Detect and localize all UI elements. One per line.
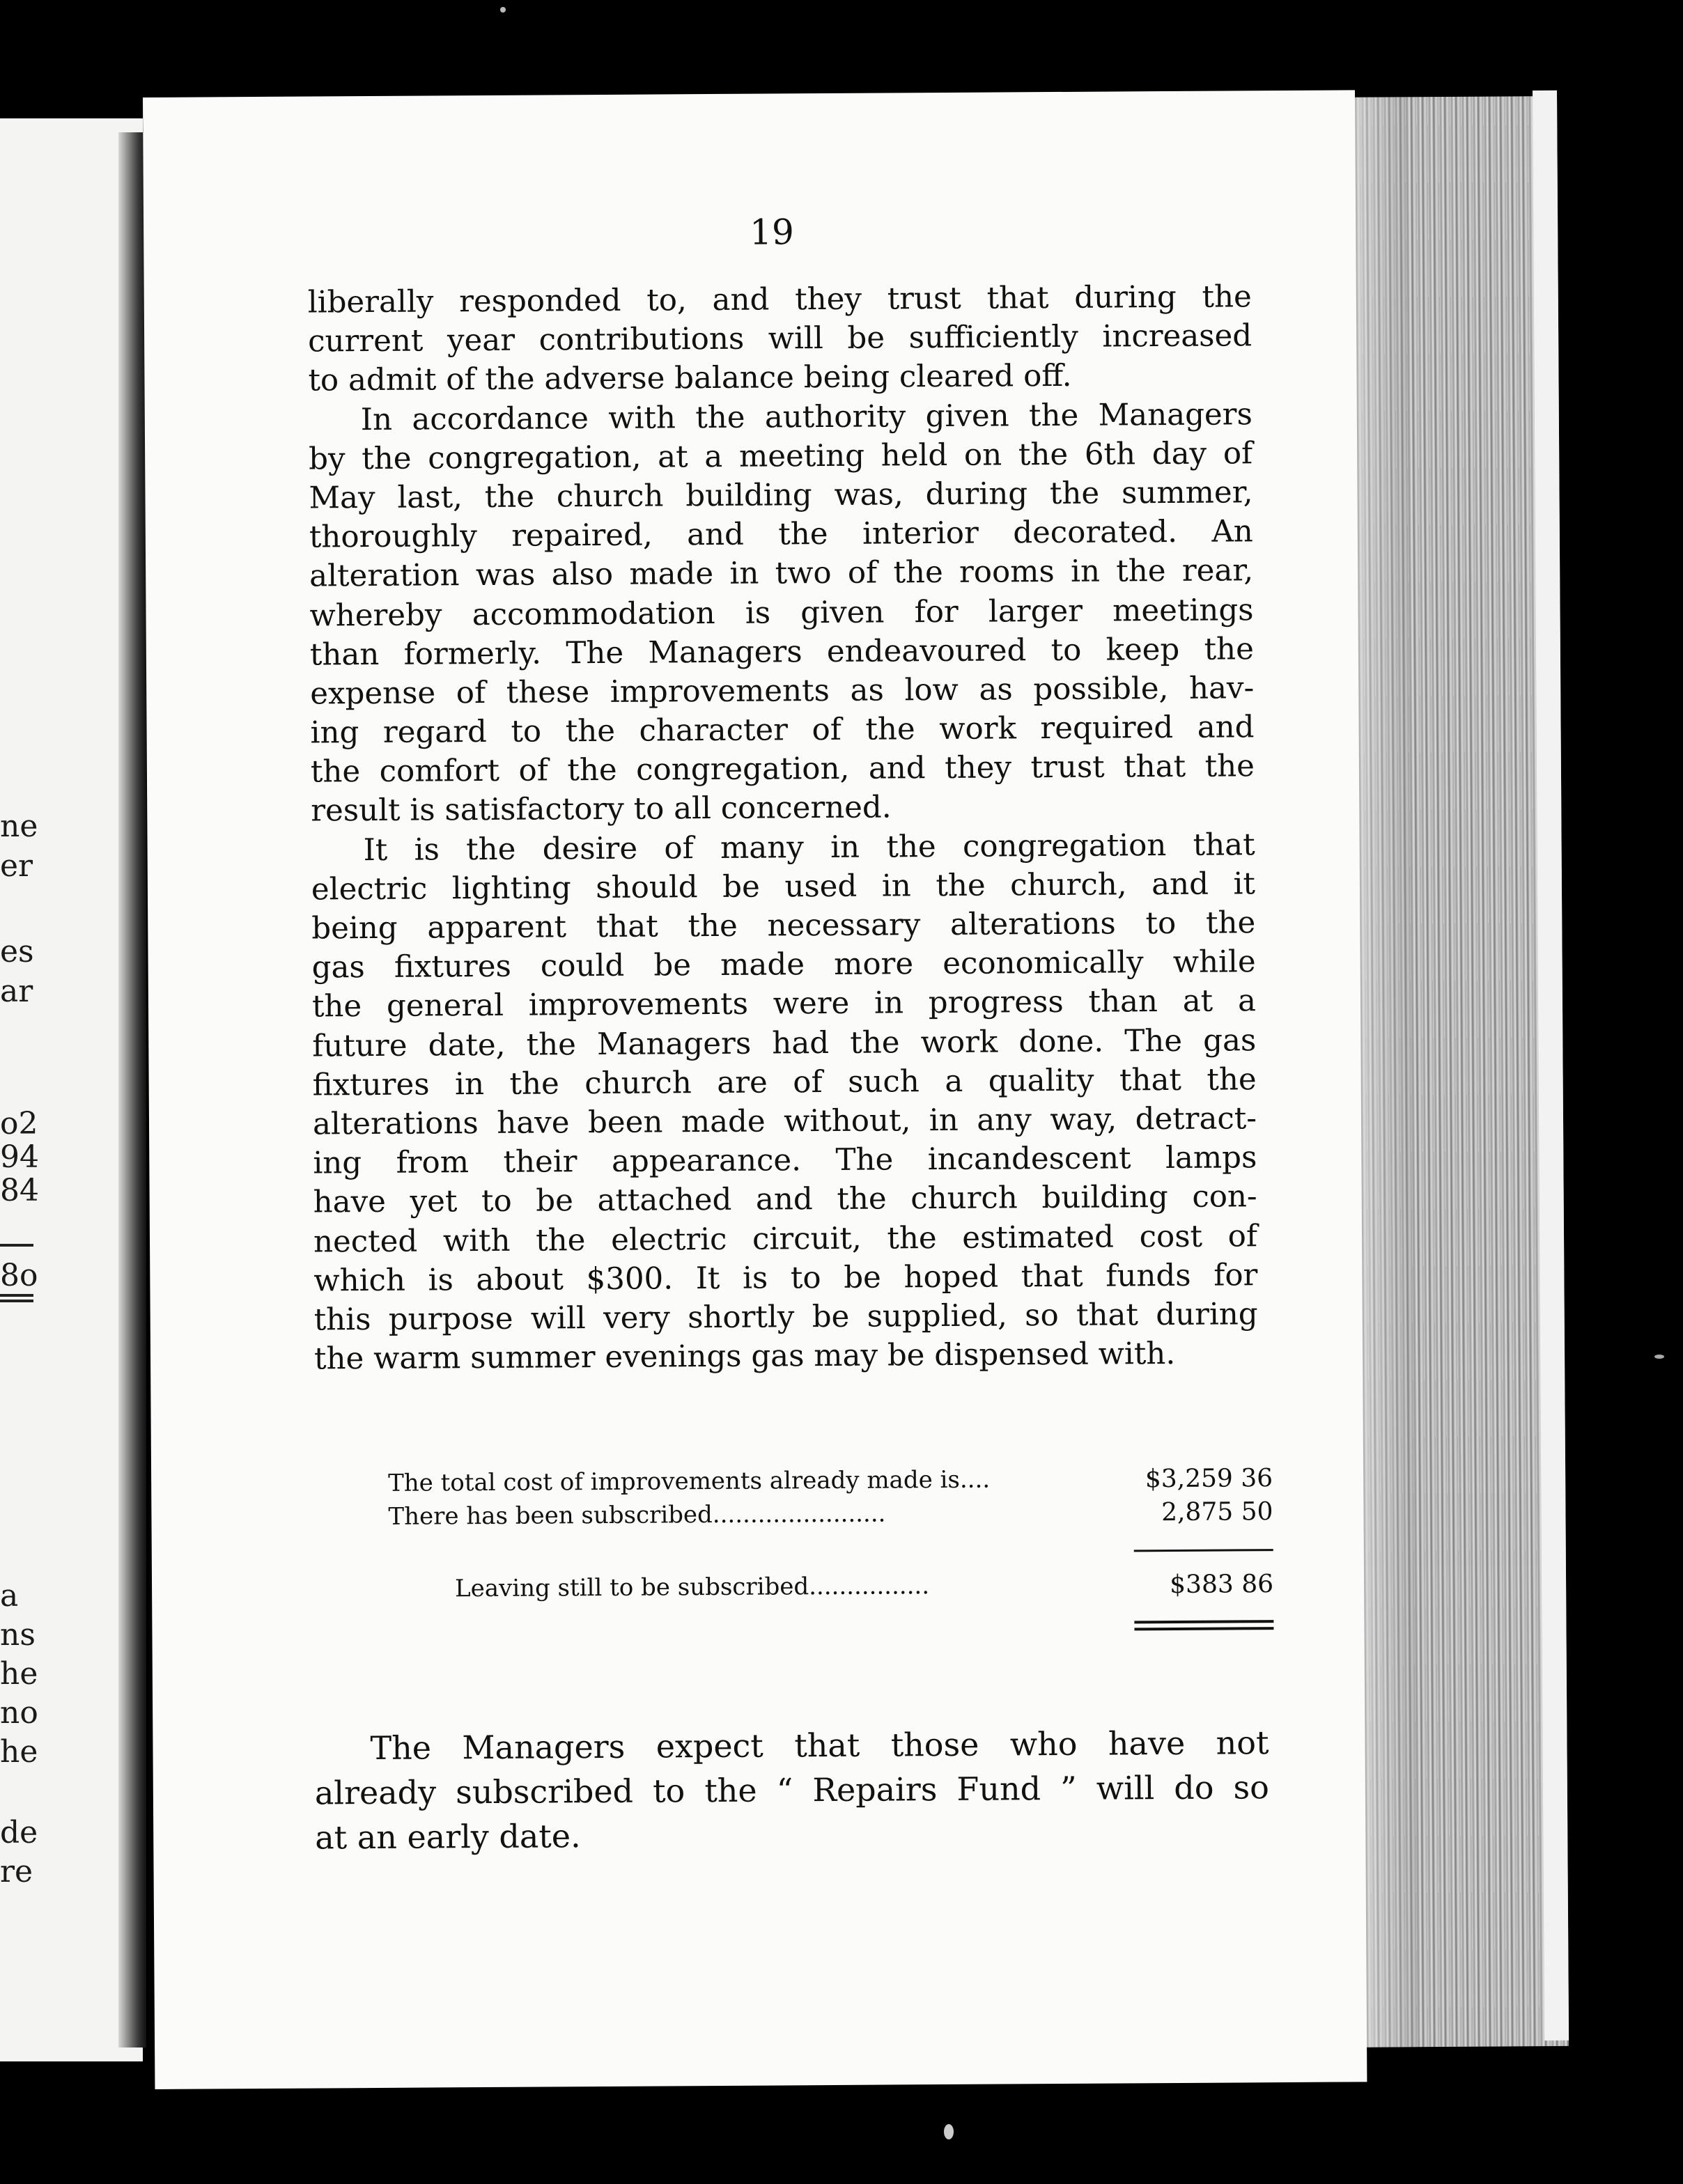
- left-page-fragment: de: [0, 1815, 38, 1850]
- book-gutter: [118, 132, 146, 2048]
- text-line: expense of these improvements as low as possible, hav-: [310, 671, 1255, 712]
- text-line: the warm summer evenings gas may be dispensed with.: [313, 1336, 1176, 1377]
- left-page-fragment: ne: [0, 809, 38, 844]
- text-line: current year contributions will be sufficiently increased: [307, 318, 1252, 359]
- text-line: whereby accommodation is given for larger meetings: [309, 592, 1254, 634]
- text-line: thoroughly repaired, and the interior decorated. An: [309, 514, 1253, 555]
- text-line: by the congregation, at a meeting held on the 6th day of: [309, 436, 1253, 477]
- text-line: result is satisfactory to all concerned.: [311, 790, 892, 829]
- body-text: [308, 277, 1259, 1378]
- account-label-balance: Leaving still to be subscribed................: [454, 1572, 930, 1603]
- text-line: nected with the electric circuit, the estimated cost of: [313, 1218, 1258, 1260]
- text-line: May last, the church building was, during the summer,: [309, 475, 1253, 516]
- account-row-balance: [389, 1570, 1273, 1614]
- page-number: 19: [750, 212, 795, 253]
- text-line: In accordance with the authority given the Managers: [360, 396, 1252, 437]
- text-line: future date, the Managers had the work done. The gas: [312, 1022, 1257, 1064]
- dust-speck: [944, 2124, 954, 2139]
- left-page-fragment: he: [0, 1734, 38, 1770]
- text-line: the comfort of the congregation, and they trust that the: [310, 749, 1255, 790]
- dust-speck: [500, 7, 506, 13]
- text-line: to admit of the adverse balance being cleared off.: [308, 359, 1072, 398]
- left-page-fragment: he: [0, 1656, 38, 1692]
- left-page-rule: [0, 1244, 33, 1247]
- book-page: [143, 90, 1367, 2089]
- text-line: gas fixtures could be made more economically while: [311, 944, 1256, 985]
- text-line: It is the desire of many in the congregation that: [363, 827, 1255, 868]
- text-line: liberally responded to, and they trust that during the: [307, 279, 1252, 320]
- paragraph: [311, 825, 1258, 1379]
- text-line: alterations have been made without, in any way, detract-: [312, 1101, 1257, 1142]
- left-page-fragment: es: [0, 934, 34, 969]
- left-page-fragment: o2: [0, 1106, 38, 1141]
- sum-rule: [1134, 1549, 1273, 1552]
- text-line: fixtures in the church are of such a quality that the: [312, 1062, 1257, 1103]
- left-page-double-rule: [0, 1294, 33, 1297]
- left-page-double-rule-2: [0, 1300, 33, 1302]
- account-label-subscribed: There has been subscribed.......................: [388, 1499, 886, 1531]
- text-line: have yet to be attached and the church building con-: [313, 1179, 1257, 1220]
- left-page-fragment: ar: [0, 974, 33, 1009]
- text-line: alteration was also made in two of the rooms in the rear,: [309, 553, 1254, 594]
- double-rule-top: [1134, 1620, 1273, 1623]
- account-label-total: The total cost of improvements already made is....: [388, 1465, 991, 1497]
- left-page-fragment: ns: [0, 1617, 36, 1653]
- text-line: than formerly. The Managers endeavoured to keep the: [309, 631, 1255, 673]
- text-line: already subscribed to the “ Repairs Fund ” will do so: [314, 1768, 1270, 1812]
- repairs-account: [388, 1464, 1274, 1603]
- text-line: being apparent that the necessary alterations to the: [311, 905, 1256, 946]
- dust-speck: [1654, 1355, 1664, 1359]
- paragraph: [309, 395, 1255, 831]
- text-line: electric lighting should be used in the church, and it: [311, 866, 1256, 907]
- left-page-fragment: er: [0, 848, 33, 884]
- account-amount-total: $3,259 36: [1145, 1464, 1273, 1494]
- double-rule-bottom: [1134, 1627, 1273, 1630]
- closing-paragraph: [314, 1720, 1269, 1859]
- paragraph: [308, 277, 1252, 400]
- left-page-fragment: 84: [0, 1173, 39, 1208]
- left-page-fragment: no: [0, 1695, 38, 1731]
- account-amount-balance: $383 86: [1170, 1570, 1274, 1600]
- left-page-fragment: a: [0, 1578, 19, 1614]
- left-page-fragment: 94: [0, 1139, 39, 1175]
- text-line: which is about $300. It is to be hoped that funds for: [313, 1257, 1258, 1299]
- account-row-subscribed: [388, 1497, 1273, 1542]
- text-line: the general improvements were in progress than at a: [311, 983, 1257, 1024]
- left-page-fragment: 8o: [0, 1258, 38, 1293]
- text-line: ing from their appearance. The incandescent lamps: [313, 1140, 1257, 1181]
- text-line: this purpose will very shortly be supplied, so that during: [313, 1297, 1258, 1338]
- left-page-fragment: re: [0, 1854, 33, 1889]
- text-line: The Managers expect that those who have not: [370, 1724, 1269, 1768]
- account-amount-subscribed: 2,875 50: [1161, 1497, 1273, 1527]
- text-line: ing regard to the character of the work required and: [310, 710, 1255, 751]
- text-line: at an early date.: [315, 1817, 581, 1857]
